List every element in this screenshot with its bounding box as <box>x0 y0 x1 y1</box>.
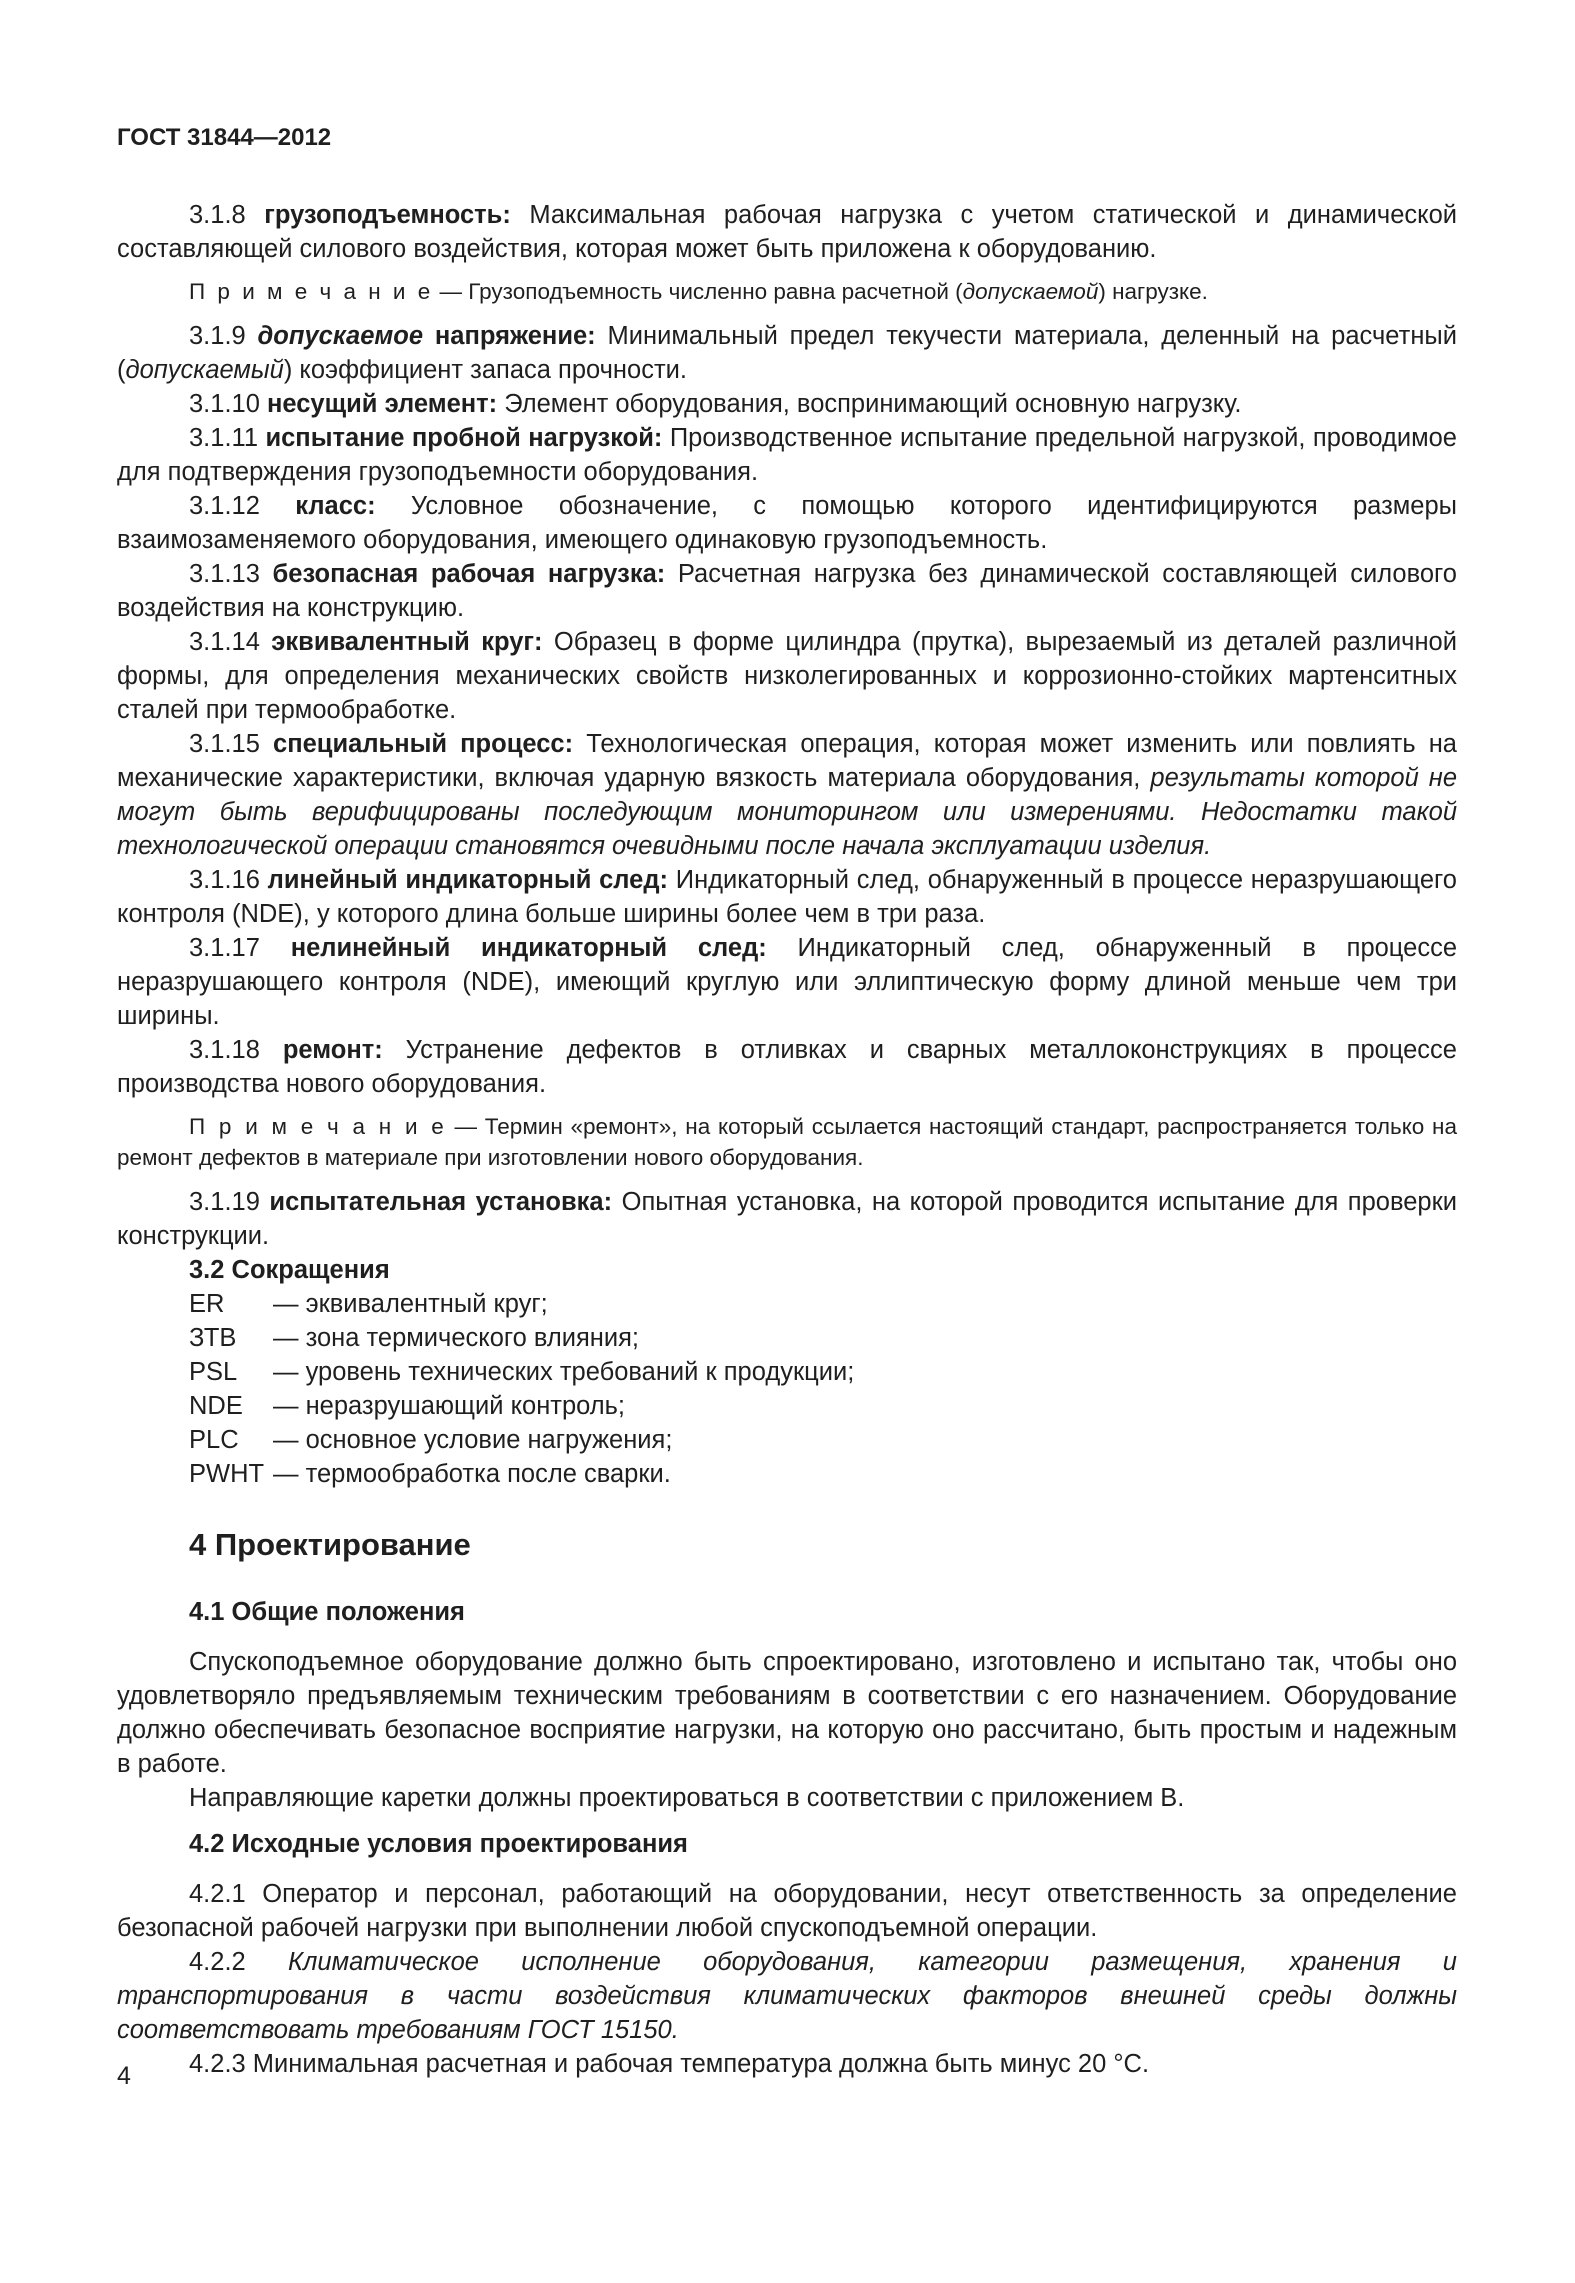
term-3-1-13 <box>117 557 1457 625</box>
term-definition: Образец в форме цилиндра (прутка), вырезаемый из деталей различной формы, для определения механических свойств низколегированных и коррозионно-стойких мартенситных сталей при термообработке. <box>117 628 1457 724</box>
abbreviation-code: PSL <box>189 1358 238 1386</box>
term-name: эквивалентный круг: <box>271 628 543 656</box>
note-text: — Грузоподъемность численно равна расчетной ( <box>433 279 963 304</box>
abbreviation-row <box>189 1355 1457 1389</box>
abbreviation-code: PWHT <box>189 1460 265 1488</box>
term-3-1-10 <box>117 387 1457 421</box>
term-definition: Индикаторный след, обнаруженный в процессе неразрушающего контроля (NDE), имеющий круглую или эллиптическую форму длиной меньше чем три ширины. <box>117 934 1457 1030</box>
term-name: линейный индикаторный след: <box>267 866 669 894</box>
abbreviation-code: NDE <box>189 1392 243 1420</box>
term-number: 3.1.14 <box>189 628 260 656</box>
document-header: ГОСТ 31844—2012 <box>117 124 332 151</box>
term-name: безопасная рабочая нагрузка: <box>272 560 666 588</box>
term-number: 3.1.9 <box>189 322 246 350</box>
abbreviation-text: — зона термического влияния; <box>273 1324 640 1352</box>
document-body <box>117 198 1457 2081</box>
term-name-italic: допускаемое <box>257 322 424 350</box>
term-3-1-16 <box>117 863 1457 931</box>
abbreviation-text: — основное условие нагружения; <box>273 1426 673 1454</box>
term-3-1-17 <box>117 931 1457 1033</box>
abbreviation-code: ЗТВ <box>189 1324 237 1352</box>
term-definition: Устранение дефектов в отливках и сварных металлоконструкциях в процессе производства нового оборудования. <box>117 1036 1457 1098</box>
term-3-1-14 <box>117 625 1457 727</box>
term-3-1-8 <box>117 198 1457 266</box>
term-number: 3.1.12 <box>189 492 260 520</box>
term-definition: Технологическая операция, которая может изменить или повлиять на механические характеристики, включая ударную вязкость материала оборудования, <box>117 730 1457 792</box>
note-1 <box>117 276 1457 307</box>
term-definition-italic: результаты которой не могут быть верифицированы последующим мониторингом или измерениями. Недостатки такой технологической операции становятся очевидными после начала эксплуатации изделия. <box>117 764 1458 860</box>
term-name: грузоподъемность: <box>264 201 511 229</box>
term-name: специальный процесс: <box>273 730 574 758</box>
term-name: ремонт: <box>282 1036 383 1064</box>
clause-4-2-1: 4.2.1 Оператор и персонал, работающий на оборудовании, несут ответственность за определение безопасной рабочей нагрузки при выполнении любой спускоподъемной операции. <box>117 1880 1457 1942</box>
term-definition: Опытная установка, на которой проводится испытание для проверки конструкции. <box>117 1188 1457 1250</box>
abbreviation-text: — уровень технических требований к продукции; <box>273 1358 855 1386</box>
term-number: 3.1.10 <box>189 390 260 418</box>
abbreviation-row <box>189 1287 1457 1321</box>
abbreviation-text: — неразрушающий контроль; <box>273 1392 626 1420</box>
term-name: класс: <box>295 492 376 520</box>
term-definition: Индикаторный след, обнаруженный в процессе неразрушающего контроля (NDE), у которого длина больше ширины более чем в три раза. <box>117 866 1457 928</box>
term-number: 3.1.8 <box>189 201 246 229</box>
abbreviation-row <box>189 1457 1457 1491</box>
term-definition-italic: допускаемый <box>125 356 284 384</box>
abbreviation-row <box>189 1389 1457 1423</box>
note-text: — Термин «ремонт», на который ссылается настоящий стандарт, распространяется только на ремонт дефектов в материале при изготовлении нового оборудования. <box>117 1114 1457 1170</box>
term-3-1-19 <box>117 1185 1457 1253</box>
clause-4-2-2 <box>117 1945 1457 2047</box>
term-number: 3.1.19 <box>189 1188 260 1216</box>
term-3-1-18 <box>117 1033 1457 1101</box>
note-italic: допускаемой <box>962 279 1099 304</box>
term-name: несущий элемент: <box>267 390 498 418</box>
abbreviation-row <box>189 1423 1457 1457</box>
term-name: испытательная установка: <box>269 1188 613 1216</box>
term-number: 3.1.15 <box>189 730 260 758</box>
abbreviation-code: ER <box>189 1290 225 1318</box>
term-definition: Минимальный предел текучести материала, деленный на расчетный ( <box>117 322 1457 384</box>
page-number: 4 <box>117 2062 131 2090</box>
note-text-end: ) нагрузке. <box>1098 279 1208 304</box>
abbreviations-title: 3.2 Сокращения <box>189 1256 390 1284</box>
term-number: 3.1.13 <box>189 560 260 588</box>
term-3-1-11 <box>117 421 1457 489</box>
term-3-1-9 <box>117 319 1457 387</box>
section-4-1-paragraph: Спускоподъемное оборудование должно быть спроектировано, изготовлено и испытано так, чтобы оно удовлетворяло предъявляемым техническим требованиям в соответствии с его назначением. Оборудование должно обеспечивать безопасное восприятие нагрузки, на которую оно рассчитано, быть простым и надежным в работе. <box>117 1648 1457 1778</box>
abbreviations-list <box>117 1287 1457 1491</box>
note-2 <box>117 1111 1457 1173</box>
term-3-1-12 <box>117 489 1457 557</box>
abbreviation-text: — термообработка после сварки. <box>273 1460 671 1488</box>
term-definition: Элемент оборудования, воспринимающий основную нагрузку. <box>504 390 1242 418</box>
term-number: 3.1.17 <box>189 934 260 962</box>
clause-number: 4.2.2 <box>189 1948 246 1976</box>
section-4-title: 4 Проектирование <box>189 1527 471 1562</box>
abbreviation-row <box>189 1321 1457 1355</box>
note-label: П р и м е ч а н и е <box>189 279 434 304</box>
term-number: 3.1.11 <box>189 424 259 452</box>
abbreviation-code: PLC <box>189 1426 239 1454</box>
clause-text-italic: Климатическое исполнение оборудования, категории размещения, хранения и транспортирования в части воздействия климатических факторов внешней среды должны соответствовать требованиям ГОСТ 15150. <box>117 1948 1457 2044</box>
term-definition: Максимальная рабочая нагрузка с учетом статической и динамической составляющей силового воздействия, которая может быть приложена к оборудованию. <box>117 201 1457 263</box>
term-definition: Расчетная нагрузка без динамической составляющей силового воздействия на конструкцию. <box>117 560 1457 622</box>
term-3-1-15 <box>117 727 1457 863</box>
section-4-1-title: 4.1 Общие положения <box>189 1598 465 1626</box>
note-label: П р и м е ч а н и е <box>189 1114 447 1139</box>
term-name: нелинейный индикаторный след: <box>290 934 767 962</box>
term-number: 3.1.16 <box>189 866 260 894</box>
section-4-2-title: 4.2 Исходные условия проектирования <box>189 1830 688 1858</box>
term-name: напряжение: <box>434 322 596 350</box>
term-name: испытание пробной нагрузкой: <box>265 424 663 452</box>
clause-4-2-3: 4.2.3 Минимальная расчетная и рабочая температура должна быть минус 20 °С. <box>189 2050 1150 2078</box>
term-definition: Производственное испытание предельной нагрузкой, проводимое для подтверждения грузоподъемности оборудования. <box>117 424 1457 486</box>
term-number: 3.1.18 <box>189 1036 260 1064</box>
section-4-1-paragraph-2: Направляющие каретки должны проектироваться в соответствии с приложением В. <box>189 1784 1185 1812</box>
term-definition: Условное обозначение, с помощью которого идентифицируются размеры взаимозаменяемого оборудования, имеющего одинаковую грузоподъемность. <box>117 492 1457 554</box>
term-definition-end: ) коэффициент запаса прочности. <box>283 356 687 384</box>
abbreviation-text: — эквивалентный круг; <box>273 1290 548 1318</box>
